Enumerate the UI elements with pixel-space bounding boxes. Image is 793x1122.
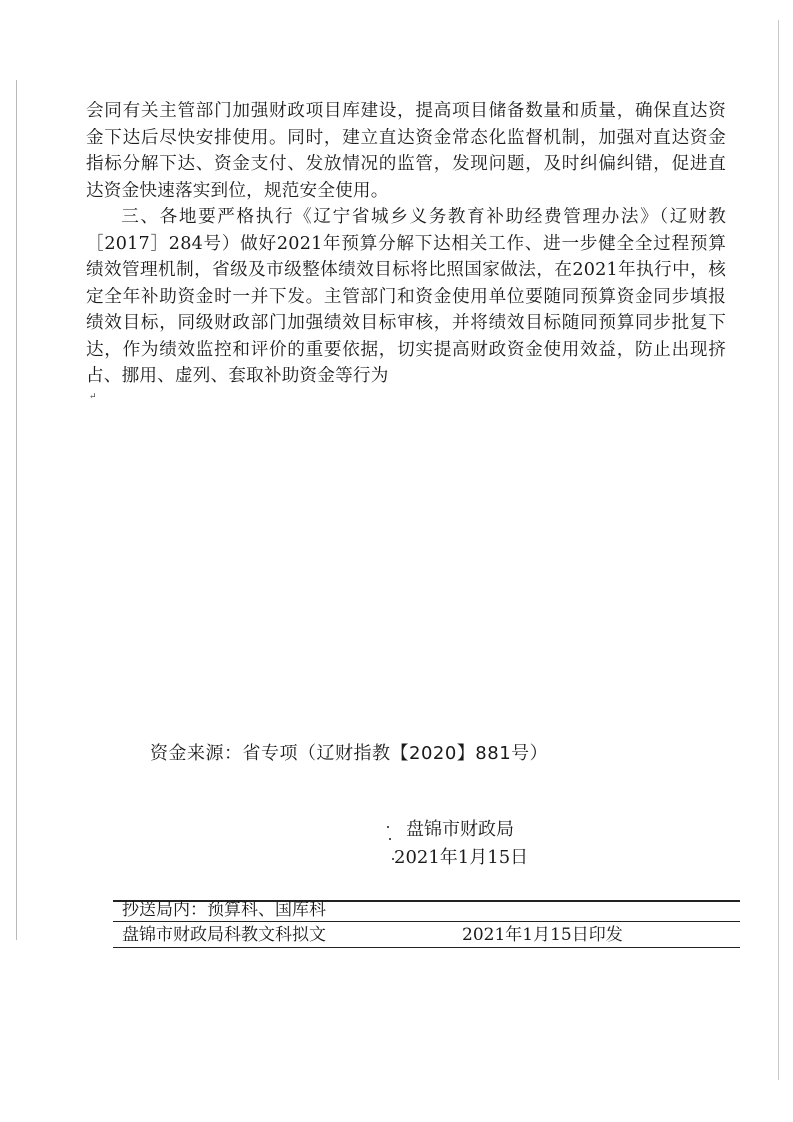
scan-border-left [16,80,17,940]
body-paragraph-2: 三、各地要严格执行《辽宁省城乡义务教育补助经费管理办法》（辽财教［2017］284号）做好2021年预算分解下达相关工作、进一步健全全过程预算绩效管理机制，省级及市级整体绩效目标将比照国家做法，在2021年执行中，核定全年补助资金时一并下发。主管部门和资金使用单位要随同预算资金同步填报绩效目标，同级财政部门加强绩效目标审核，并将绩效目标随同预算同步批复下达，作为绩效监控和评价的重要依据，切实提高财政资金使用效益，防止出现挤占、挪用、虚列、套取补助资金等行为 [86,207,726,386]
footer-rule-bottom [113,947,740,948]
fund-source: 资金来源：省专项（辽财指教【2020】881号） [150,743,549,764]
scan-speck [387,826,389,828]
document-body [86,98,726,390]
issue-date: 2021年1月15日 [394,847,529,868]
paragraph-mark: ↵ [89,392,97,402]
scan-speck [389,838,391,840]
footer-rule-middle [113,921,740,922]
issuing-authority: 盘锦市财政局 [406,819,514,840]
scan-speck [392,858,394,860]
body-paragraph-1: 会同有关主管部门加强财政项目库建设，提高项目储备数量和质量，确保直达资金下达后尽快安排使用。同时，建立直达资金常态化监督机制，加强对直达资金指标分解下达、资金支付、发放情况的监管，发现问题，及时纠偏纠错，促进直达资金快速落实到位，规范安全使用。 [86,101,726,201]
cc-recipients: 抄送局内：预算科、国库科 [122,900,326,920]
scan-border-right [778,20,779,1080]
print-date: 2021年1月15日印发 [462,925,623,945]
drafting-office: 盘锦市财政局科教文科拟文 [122,925,326,945]
